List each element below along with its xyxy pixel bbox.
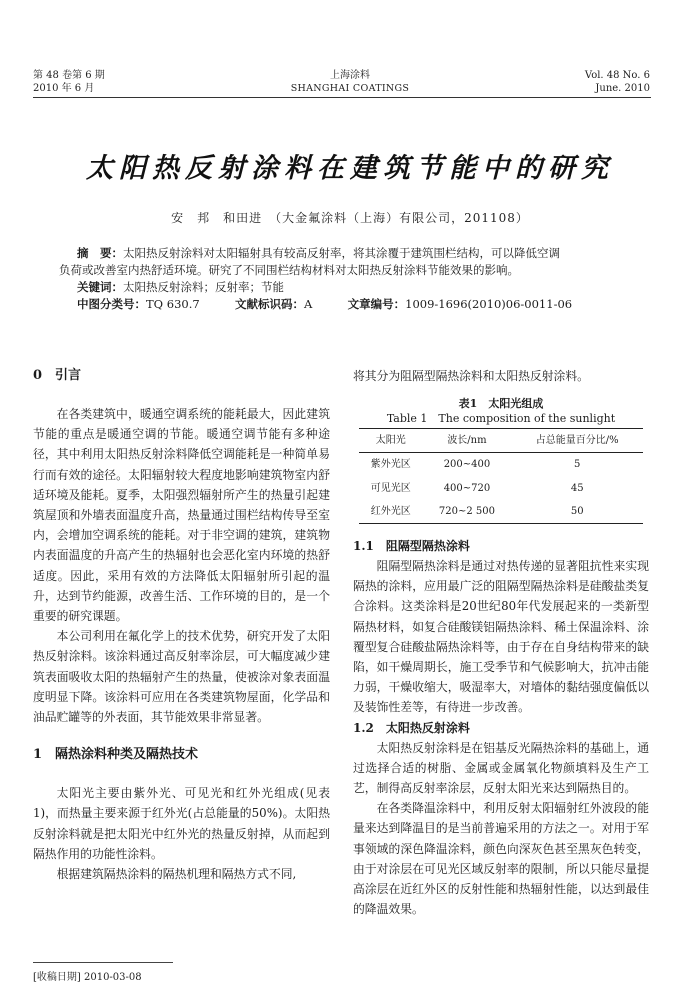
table-cell: 200~400	[443, 459, 491, 471]
table-header-cell: 波长/nm	[422, 429, 511, 453]
section-1-title: 1 隔热涂料种类及隔热技术	[33, 747, 199, 763]
abstract-text-2: 负荷或改善室内热舒适环境。研究了不同围栏结构材料对太阳热反射涂料节能效果的影响。	[59, 263, 519, 277]
table-cell: 50	[570, 505, 584, 517]
table-header-cell: 占总能量百分比/%	[511, 429, 643, 453]
table-row	[359, 500, 643, 524]
section-1-1-paragraph: 阻隔型隔热涂料是通过对热传递的显著阻抗性来实现隔热的涂料，应用最广泛的阻隔型隔热涂料是硅酸盐类复合涂料。这类涂料是20世纪80年代发展起来的一类新型隔热材料，如复合硅酸镁铝隔热涂料、稀土保温涂料、涂覆型复合硅酸盐隔热涂料等，由于存在自身结构带来的缺陷，如干燥周期长，施工受季节和气候影响大，抗冲击能力弱，干燥收缩大，吸湿率大，对墙体的黏结强度偏低以及装饰性差等，有待进一步改善。	[353, 559, 649, 715]
left-column	[33, 366, 330, 884]
table-header-cell: 太阳光	[359, 429, 422, 453]
abstract-label: 摘 要：	[77, 246, 123, 260]
table-1-title-cn: 表1 太阳光组成	[458, 397, 544, 411]
table-row	[359, 477, 643, 500]
table-cell: 5	[574, 459, 581, 471]
received-date: [收稿日期] 2010-03-08	[33, 972, 142, 983]
table-header-row	[359, 429, 643, 453]
table-cell: 45	[570, 482, 584, 494]
doc-code-label: 文献标识码：	[235, 297, 304, 311]
paper-title: 太阳热反射涂料在建筑节能中的研究	[86, 153, 614, 184]
article-number: 1009-1696(2010)06-0011-06	[405, 297, 573, 311]
article-number-label: 文章编号：	[347, 297, 406, 311]
section-0-paragraph-2: 本公司利用在氟化学上的技术优势，研究开发了太阳热反射涂料。该涂料通过高反射率涂层，可大幅度减少建筑表面吸收太阳的热辐射产生的热量，使被涂对象表面温度明显下降。该涂料可应用在各类建筑物屋面，化学品和油品贮罐等的外表面，其节能效果非常显著。	[33, 629, 330, 725]
right-intro: 将其分为阻隔型隔热涂料和太阳热反射涂料。	[353, 369, 589, 383]
journal-name-cn: 上海涂料	[330, 70, 370, 81]
clc-number: TQ 630.7	[146, 297, 200, 311]
section-1-paragraph-1: 太阳光主要由紫外光、可见光和红外光组成(见表1)，而热量主要来源于红外光(占总能量的50%)。太阳热反射涂料就是把太阳光中红外光的热量反射掉，从而起到隔热作用的功能性涂料。	[33, 786, 330, 861]
volume-en: Vol. 48 No. 6	[584, 70, 650, 81]
table-cell: 400~720	[443, 482, 491, 494]
keywords: 太阳热反射涂料；反射率；节能	[123, 280, 284, 294]
table-1-wrapper	[353, 426, 649, 524]
journal-name-en: SHANGHAI COATINGS	[290, 83, 410, 94]
authors-affiliation: 安 邦 和田进 （大金氟涂料（上海）有限公司，201108）	[171, 211, 529, 225]
journal-volume-en	[585, 69, 650, 95]
footnote-rule	[33, 962, 173, 963]
table-row	[359, 453, 643, 477]
section-1-2-title: 1.2 太阳热反射涂料	[353, 720, 470, 735]
table-1-title-en: Table 1 The composition of the sunlight	[386, 412, 616, 426]
section-1-1-title: 1.1 阻隔型隔热涂料	[353, 539, 470, 554]
section-1-2-paragraph-2: 在各类降温涂料中，利用反射太阳辐射红外波段的能量来达到降温目的是当前普遍采用的方法之一。对用于军事领域的深色降温涂料，颜色向深灰色甚至黑灰色转变，由于对涂层在可见光区域反射率的限制，所以只能尽量提高涂层在近红外区的反射性能和热辐射性能，以达到最佳的降温效果。	[353, 801, 649, 917]
table-cell: 可见光区	[370, 482, 411, 494]
volume-issue: 第 48 卷第 6 期	[33, 70, 105, 81]
table-cell: 红外光区	[370, 505, 411, 517]
doc-code: A	[304, 297, 313, 311]
abstract-text-1: 太阳热反射涂料对太阳辐射具有较高反射率，将其涂覆于建筑围栏结构，可以降低空调	[123, 246, 560, 260]
clc-label: 中图分类号：	[77, 297, 146, 311]
section-0-paragraph-1: 在各类建筑中，暖通空调系统的能耗最大，因此建筑节能的重点是暖通空调的节能。暖通空调节能有多种途径，其中利用太阳热反射涂料降低空调能耗是一种简单易行而有效的途径。太阳辐射较大程度地影响建筑物室内舒适环境及能耗。夏季，太阳强烈辐射所产生的热量引起建筑屋顶和外墙表面温度升高，热量通过围栏结构传导至室内，会增加空调系统的能耗。对于非空调的建筑，建筑物内表面温度的升高产生的热辐射也会恶化室内环境的热舒适度。因此，采用有效的方法降低太阳辐射所引起的温升，达到节约能源，改善生活、工作环境的目的，是一个重要的研究课题。	[33, 407, 330, 624]
journal-issue	[33, 69, 105, 95]
right-column	[353, 366, 649, 919]
section-0-title: 0 引言	[33, 368, 82, 383]
section-1-paragraph-2: 根据建筑隔热涂料的隔热机理和隔热方式不同,	[56, 867, 297, 882]
header-rule	[33, 97, 651, 98]
section-1-2-paragraph-1: 太阳热反射涂料是在铝基反光隔热涂料的基础上，通过选择合适的树脂、金属或金属氧化物颜填料及生产工艺，制得高反射率涂层，反射太阳光来达到隔热目的。	[353, 740, 649, 796]
table-cell: 紫外光区	[370, 459, 411, 471]
issue-date: 2010 年 6 月	[33, 83, 95, 94]
abstract-block	[59, 245, 637, 313]
table-1	[359, 428, 643, 524]
table-cell: 720~2 500	[438, 505, 496, 517]
journal-name	[230, 69, 470, 95]
date-en: June. 2010	[595, 83, 650, 94]
keywords-label: 关键词：	[77, 280, 123, 294]
